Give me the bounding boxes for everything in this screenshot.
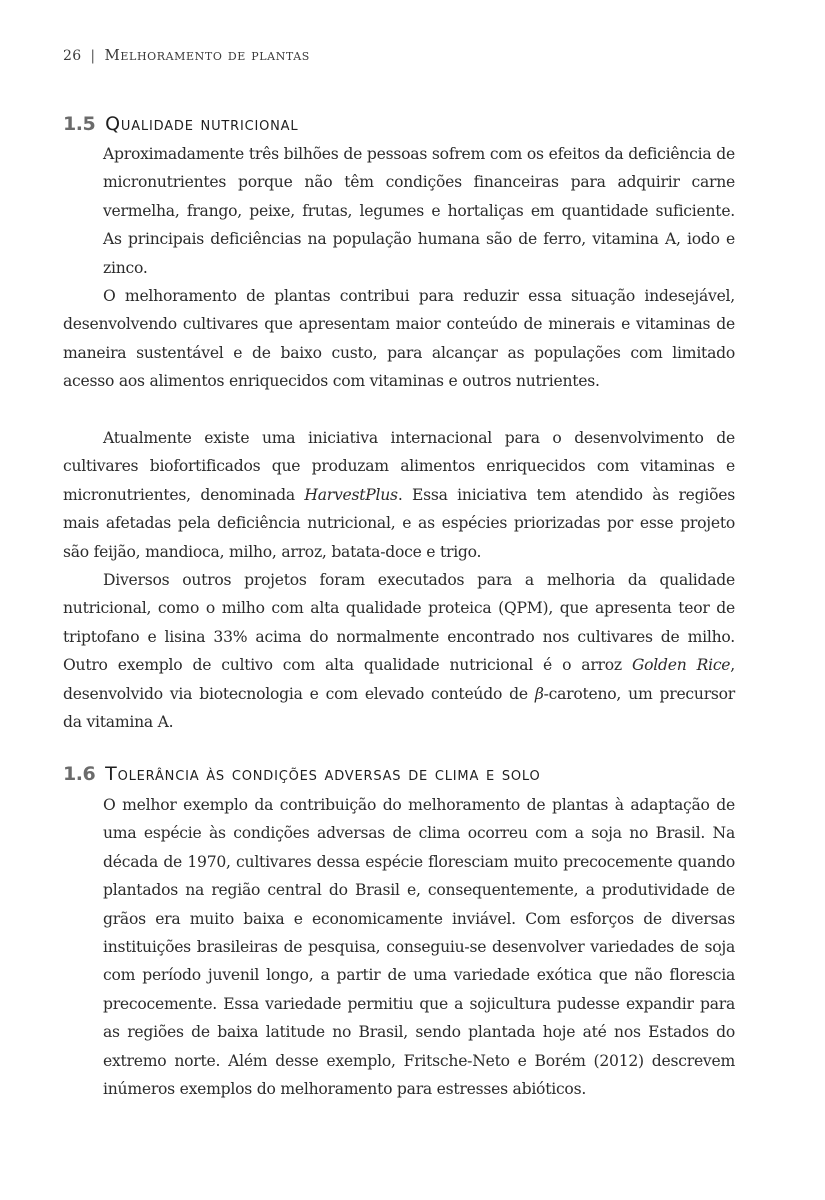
- paragraph: [63, 566, 735, 736]
- running-head: [63, 46, 310, 64]
- section-title: Tolerância às condições adversas de clima e solo: [105, 763, 541, 785]
- paragraph-text: Aproximadamente três bilhões de pessoas sofrem com os efeitos da deficiência de micronutrientes porque não têm condições financeiras para adquirir carne vermelha, frango, peixe, frutas, legumes e hortaliças em quantidade suficiente. As principais deficiências na população humana são de ferro, vitamina A, iodo e zinco.: [103, 145, 735, 277]
- paragraph-text: , desenvolvido via biotecnologia e com elevado conteúdo de: [63, 656, 735, 703]
- separator: |: [90, 48, 96, 64]
- paragraph-text: -caroteno, um precursor da vitamina A.: [63, 684, 735, 732]
- italic-term: Golden Rice: [631, 656, 731, 675]
- paragraph-text: Atualmente existe uma iniciativa internacional para o desenvolvimento de cultivares biofortificados que produzam alimentos enriquecidos com vitaminas e micronutrientes, denominada: [63, 429, 735, 504]
- paragraph: [63, 282, 735, 396]
- page-number: 26: [63, 48, 82, 64]
- section-heading-1-5: [63, 113, 298, 135]
- section-title: Qualidade nutricional: [105, 113, 299, 135]
- book-title: Melhoramento de plantas: [104, 46, 310, 64]
- italic-term: HarvestPlus: [304, 485, 398, 504]
- paragraph-text: . Essa iniciativa tem atendido às regiões mais afetadas pela deficiência nutricional, e as espécies priorizadas por esse projeto são feijão, mandioca, milho, arroz, batata-doce e trigo.: [63, 485, 735, 561]
- paragraph-text: O melhoramento de plantas contribui para reduzir essa situação indesejável, desenvolvendo cultivares que apresentam maior conteúdo de minerais e vitaminas de maneira sustentável e de baixo custo, para alcançar as populações com limitado acesso aos alimentos enriquecidos com vitaminas e outros nutrientes.: [63, 287, 735, 391]
- paragraph-text: O melhor exemplo da contribuição do melhoramento de plantas à adaptação de uma espécie às condições adversas de clima ocorreu com a soja no Brasil. Na década de 1970, cultivares dessa espécie floresciam muito precocemente quando plantados na região central do Brasil e, consequentemente, a produtividade de grãos era muito baixa e economicamente inviável. Com esforços de diversas instituições brasileiras de pesquisa, conseguiu-se desenvolver variedades de soja com período juvenil longo, a partir de uma variedade exótica que não florescia precocemente. Essa variedade permitiu que a sojicultura pudesse expandir para as regiões de baixa latitude no Brasil, sendo plantada hoje até nos Estados do extremo norte. Além desse exemplo, Fritsche-Neto e Borém (2012) descrevem inúmeros exemplos do melhoramento para estresses abióticos.: [103, 796, 735, 1099]
- section-number: 1.5: [63, 113, 96, 135]
- paragraph-text: Diversos outros projetos foram executados para a melhoria da qualidade nutricional, como o milho com alta qualidade proteica (QPM), que apresenta teor de triptofano e lisina 33% acima do normalmente encontrado nos cultivares de milho. Outro exemplo de cultivo com alta qualidade nutricional é o arroz: [63, 571, 735, 675]
- paragraph: [103, 791, 735, 1103]
- section-number: 1.6: [63, 763, 96, 785]
- section-heading-1-6: [63, 763, 541, 785]
- paragraph: [103, 140, 735, 282]
- paragraph: [63, 424, 735, 566]
- beta-symbol: β: [534, 684, 544, 703]
